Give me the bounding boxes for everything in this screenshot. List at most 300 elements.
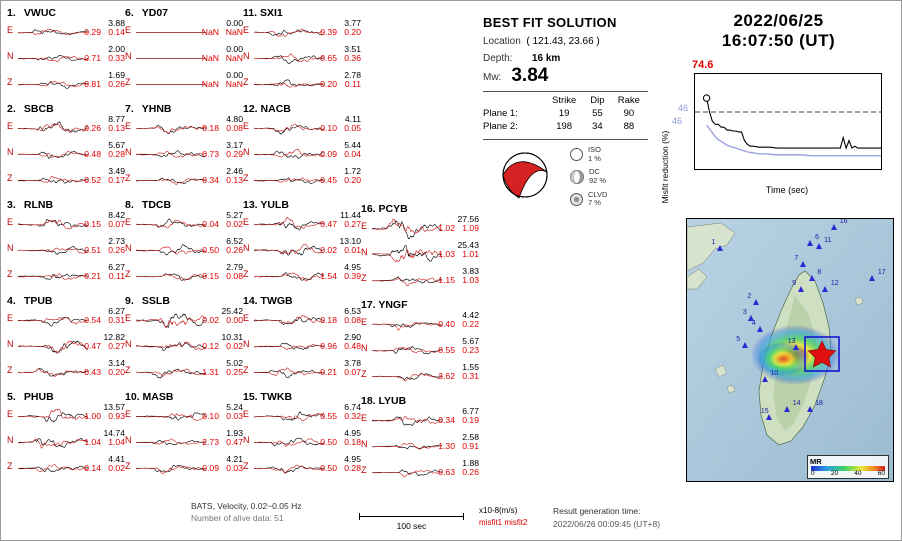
- station-panel-pcyb[interactable]: [361, 203, 479, 299]
- waveform-trace: [136, 46, 206, 71]
- amplitude-value: 0.00: [226, 70, 243, 80]
- misfit2-value: 0.13: [108, 123, 125, 134]
- station-code: TDCB: [141, 199, 172, 211]
- misfit1-value: 0.02: [320, 245, 337, 256]
- component-label: N: [7, 243, 14, 253]
- iso-icon: [569, 147, 584, 162]
- waveform-trace: [254, 116, 324, 141]
- component-n: [243, 46, 361, 71]
- component-label: E: [125, 409, 132, 419]
- legend-clvd-name: CLVD: [588, 189, 608, 199]
- series-misfit1: [707, 98, 881, 148]
- station-panel-twgb[interactable]: [243, 295, 361, 391]
- component-label: E: [7, 25, 14, 35]
- component-values: [199, 333, 243, 351]
- amplitude-value: 2.58: [462, 432, 479, 442]
- component-label: N: [7, 435, 14, 445]
- component-label: Z: [243, 173, 249, 183]
- component-z: [7, 456, 125, 481]
- waveform-trace: [136, 212, 206, 237]
- amplitude-value: 0.00: [226, 18, 243, 28]
- misfit2-value: 0.02: [226, 341, 243, 352]
- misfit2-value: 0.26: [226, 245, 243, 256]
- misfit-values: [199, 28, 243, 37]
- misfit2-value: 0.33: [108, 53, 125, 64]
- component-values: [435, 459, 479, 477]
- waveform-trace: [18, 168, 88, 193]
- misfit-values: [435, 276, 479, 285]
- misfit2-value: NaN: [225, 79, 243, 90]
- misfit2-value: 0.17: [108, 175, 125, 186]
- amplitude-value: 2.79: [226, 262, 243, 272]
- legend-iso-text: [588, 146, 601, 163]
- component-label: E: [243, 217, 250, 227]
- component-values: [317, 237, 361, 255]
- misfit-values: [81, 316, 125, 325]
- waveform-trace: [18, 430, 88, 455]
- component-label: Z: [243, 77, 249, 87]
- amplitude-value: 2.00: [108, 44, 125, 54]
- station-code: VWUC: [23, 7, 57, 19]
- misfit2-value: 0.93: [108, 411, 125, 422]
- component-values: [199, 403, 243, 421]
- misfit-values: [199, 342, 243, 351]
- misfit1-value: 0.18: [202, 123, 219, 134]
- waveform-column-4: [361, 203, 479, 491]
- component-values: [199, 141, 243, 159]
- component-values: [317, 263, 361, 281]
- component-n: [125, 238, 243, 263]
- solution-depth: [483, 53, 648, 64]
- component-z: [243, 168, 361, 193]
- station-panel-twkb[interactable]: [243, 391, 361, 487]
- waveform-trace: [18, 142, 88, 167]
- map-panel: [656, 214, 896, 507]
- station-panel-tdcb[interactable]: [125, 199, 243, 295]
- planes-cell-rake: 90: [623, 108, 635, 119]
- misfit1-value: 0.55: [438, 345, 455, 356]
- amplitude-value: 6.52: [226, 236, 243, 246]
- colorbar-tick: 20: [830, 470, 839, 477]
- component-n: [361, 242, 479, 267]
- component-values: [199, 307, 243, 325]
- component-values: [435, 407, 479, 425]
- misfit-values: [199, 176, 243, 185]
- planes-header-dip: Dip: [590, 95, 605, 106]
- scale-bar-caption: 100 sec: [396, 521, 427, 531]
- component-values: [81, 429, 125, 447]
- component-label: E: [125, 25, 132, 35]
- misfit2-value: 0.48: [344, 341, 361, 352]
- misfit1-value: 0.18: [320, 315, 337, 326]
- misfit-ylabel-text: Misfit reduction (%): [660, 130, 670, 204]
- misfit1-value: 0.73: [202, 149, 219, 160]
- misfit-values: [317, 220, 361, 229]
- station-code: TWGB: [260, 295, 293, 307]
- component-label: E: [361, 413, 368, 423]
- misfit2-value: 0.27: [344, 219, 361, 230]
- misfit-chart: [656, 59, 896, 208]
- misfit-ylabel: [654, 71, 670, 204]
- station-panel-masb[interactable]: [125, 391, 243, 487]
- amplitude-value: 4.11: [344, 114, 361, 124]
- misfit2-value: 0.13: [226, 175, 243, 186]
- legend-dc-value: 92 %: [589, 175, 607, 185]
- component-label: E: [243, 121, 250, 131]
- component-label: Z: [125, 77, 131, 87]
- component-values: [435, 363, 479, 381]
- waveform-trace: [136, 308, 206, 333]
- map-station-marker[interactable]: [869, 275, 875, 281]
- waveform-trace: [18, 456, 88, 481]
- amplitude-value: 10.31: [221, 332, 243, 342]
- component-e: [243, 20, 361, 45]
- misfit-values: [199, 80, 243, 89]
- station-code: YNGF: [378, 299, 408, 311]
- misfit1-value: 0.45: [320, 175, 337, 186]
- component-n: [7, 142, 125, 167]
- component-label: Z: [7, 461, 13, 471]
- component-values: [81, 141, 125, 159]
- misfit2-value: 0.05: [344, 123, 361, 134]
- map-station-number: 15: [760, 407, 769, 415]
- misfit-values: [81, 438, 125, 447]
- station-number: 10.: [125, 391, 140, 403]
- misfit2-value: 0.20: [344, 175, 361, 186]
- waveform-trace: [254, 238, 324, 263]
- misfit2-value: 0.31: [108, 315, 125, 326]
- footer-gen-label: Result generation time:: [553, 506, 641, 516]
- component-z: [7, 360, 125, 385]
- station-number: 18.: [361, 395, 376, 407]
- legend-dc: [569, 168, 607, 185]
- misfit-values: [199, 124, 243, 133]
- map-svg: [687, 219, 893, 481]
- amplitude-value: 6.77: [462, 406, 479, 416]
- map-station-number: 10: [770, 370, 779, 378]
- legend-clvd: [569, 191, 607, 208]
- amplitude-value: 4.95: [344, 454, 361, 464]
- misfit-values: [317, 368, 361, 377]
- station-panel-rlnb[interactable]: [7, 199, 125, 295]
- component-label: E: [7, 409, 14, 419]
- component-label: Z: [361, 369, 367, 379]
- misfit-values: [81, 28, 125, 37]
- waveform-trace: [254, 456, 324, 481]
- component-label: E: [125, 121, 132, 131]
- misfit1-value: 0.10: [202, 411, 219, 422]
- station-panel-tpub[interactable]: [7, 295, 125, 391]
- depth-value: 16 km: [531, 53, 561, 64]
- misfit2-value: 0.20: [108, 367, 125, 378]
- map-station-marker[interactable]: [762, 376, 768, 382]
- map-station-number: 8: [817, 268, 822, 276]
- station-panel-sslb[interactable]: [125, 295, 243, 391]
- component-values: [81, 359, 125, 377]
- component-label: E: [243, 313, 250, 323]
- misfit1-value: 0.40: [438, 319, 455, 330]
- component-values: [317, 211, 361, 229]
- colorbar-tick: 60: [877, 470, 885, 477]
- waveform-trace: [254, 334, 324, 359]
- station-code: SSLB: [141, 295, 170, 307]
- misfit1-value: 1.04: [84, 437, 101, 448]
- misfit2-value: NaN: [225, 53, 243, 64]
- component-values: [317, 115, 361, 133]
- planes-header-strike: Strike: [551, 95, 577, 106]
- station-panel-nacb[interactable]: [243, 103, 361, 199]
- component-values: [435, 311, 479, 329]
- component-values: [81, 115, 125, 133]
- misfit-values: [81, 412, 125, 421]
- misfit1-value: 1.02: [438, 223, 455, 234]
- station-code: NACB: [260, 103, 291, 115]
- amplitude-value: 3.78: [344, 358, 361, 368]
- component-values: [317, 403, 361, 421]
- component-z: [243, 360, 361, 385]
- component-e: [361, 408, 479, 433]
- station-panel-vwuc[interactable]: [7, 7, 125, 103]
- waveform-trace: [18, 116, 88, 141]
- component-label: N: [243, 339, 250, 349]
- component-n: [243, 430, 361, 455]
- component-values: [317, 333, 361, 351]
- misfit2-value: 0.11: [108, 271, 125, 282]
- misfit1-value: 0.96: [320, 341, 337, 352]
- component-values: [81, 333, 125, 351]
- waveform-trace: [254, 20, 324, 45]
- map-station-marker[interactable]: [800, 261, 806, 267]
- waveform-column-1: [7, 7, 125, 487]
- component-label: E: [125, 313, 132, 323]
- amplitude-value: 4.41: [108, 454, 125, 464]
- component-label: Z: [125, 269, 131, 279]
- misfit-values: [435, 442, 479, 451]
- component-e: [7, 212, 125, 237]
- misfit-values: [317, 316, 361, 325]
- station-number: 12.: [243, 103, 258, 115]
- map-station-marker[interactable]: [809, 275, 815, 281]
- location-label: Location: [483, 36, 521, 47]
- component-values: [435, 215, 479, 233]
- waveform-trace: [136, 456, 206, 481]
- waveform-trace: [136, 72, 206, 97]
- misfit-values: [435, 416, 479, 425]
- footer-amp-unit: x10-8(m/s): [479, 506, 518, 515]
- amplitude-value: 6.27: [108, 306, 125, 316]
- station-panel-lyub[interactable]: [361, 395, 479, 491]
- component-n: [125, 430, 243, 455]
- map-station-marker[interactable]: [757, 326, 763, 332]
- misfit1-value: NaN: [201, 53, 219, 64]
- amplitude-value: 3.77: [344, 18, 361, 28]
- map-station-marker[interactable]: [831, 224, 837, 230]
- amplitude-value: 4.95: [344, 262, 361, 272]
- amplitude-value: 4.42: [462, 310, 479, 320]
- misfit-values: [317, 80, 361, 89]
- amplitude-value: 2.46: [226, 166, 243, 176]
- component-label: E: [7, 121, 14, 131]
- footer-line1: BATS, Velocity, 0.02~0.05 Hz: [191, 501, 302, 511]
- footer-gen-time: 2022/06/26 00:09:45 (UT+8): [553, 518, 661, 529]
- map-station-marker[interactable]: [798, 286, 804, 292]
- component-label: Z: [361, 465, 367, 475]
- map-station-number: 5: [736, 335, 741, 343]
- component-label: N: [7, 51, 14, 61]
- misfit1-value: 0.43: [84, 367, 101, 378]
- misfit1-value: 0.29: [84, 27, 101, 38]
- misfit2-value: 0.19: [462, 415, 479, 426]
- colorbar-tick: 0: [811, 470, 815, 477]
- misfit2-value: 0.01: [344, 245, 361, 256]
- station-panel-sbcb[interactable]: [7, 103, 125, 199]
- map-station-marker[interactable]: [816, 243, 822, 249]
- station-number: 2.: [7, 103, 16, 115]
- map-station-marker[interactable]: [742, 342, 748, 348]
- amplitude-value: 5.27: [226, 210, 243, 220]
- misfit-values: [81, 342, 125, 351]
- waveform-trace: [18, 360, 88, 385]
- misfit-values: [81, 464, 125, 473]
- misfit-values: [199, 368, 243, 377]
- component-z: [125, 360, 243, 385]
- waveform-trace: [18, 334, 88, 359]
- component-label: Z: [7, 269, 13, 279]
- map-canvas[interactable]: [686, 218, 894, 482]
- misfit-values: [81, 220, 125, 229]
- component-e: [361, 312, 479, 337]
- component-n: [125, 334, 243, 359]
- station-panel-yd07[interactable]: [125, 7, 243, 103]
- component-label: E: [243, 25, 250, 35]
- misfit-values: [81, 368, 125, 377]
- misfit1-value: 0.50: [202, 245, 219, 256]
- map-station-marker[interactable]: [807, 240, 813, 246]
- misfit2-value: 0.04: [344, 149, 361, 160]
- misfit-values: [317, 176, 361, 185]
- misfit-values: [199, 316, 243, 325]
- misfit1-value: 1.00: [84, 411, 101, 422]
- component-label: N: [361, 247, 368, 257]
- misfit-values: [199, 272, 243, 281]
- map-station-marker[interactable]: [753, 299, 759, 305]
- map-station-number: 11: [824, 236, 832, 244]
- planes-cell-dip: 34: [592, 121, 603, 132]
- amplitude-value: 5.24: [226, 402, 243, 412]
- misfit1-value: 0.04: [202, 219, 219, 230]
- amplitude-value: 6.53: [344, 306, 361, 316]
- component-n: [243, 142, 361, 167]
- station-number: 16.: [361, 203, 376, 215]
- misfit-values: [199, 412, 243, 421]
- component-values: [317, 307, 361, 325]
- amplitude-value: 5.67: [108, 140, 125, 150]
- component-e: [243, 212, 361, 237]
- scale-bar-graphic: [359, 513, 464, 520]
- component-values: [435, 241, 479, 259]
- misfit2-value: 0.08: [226, 271, 243, 282]
- waveform-trace: [18, 20, 88, 45]
- component-values: [317, 141, 361, 159]
- station-panel-yulb[interactable]: [243, 199, 361, 295]
- component-values: [317, 167, 361, 185]
- station-code: TPUB: [23, 295, 53, 307]
- misfit2-value: 0.39: [344, 271, 361, 282]
- station-panel-yngf[interactable]: [361, 299, 479, 395]
- map-station-marker[interactable]: [784, 406, 790, 412]
- footer-misfit1: misfit1: [479, 518, 503, 527]
- misfit2-value: 0.07: [344, 367, 361, 378]
- component-e: [7, 308, 125, 333]
- component-n: [361, 338, 479, 363]
- station-code: TWKB: [260, 391, 293, 403]
- misfit1-value: 0.47: [84, 341, 101, 352]
- misfit2-value: 1.04: [108, 437, 125, 448]
- component-label: N: [361, 343, 368, 353]
- component-values: [435, 267, 479, 285]
- station-number: 3.: [7, 199, 16, 211]
- map-station-marker[interactable]: [822, 286, 828, 292]
- waveform-trace: [18, 264, 88, 289]
- station-code: YHNB: [141, 103, 172, 115]
- station-code: LYUB: [378, 395, 407, 407]
- amplitude-value: 3.17: [226, 140, 243, 150]
- station-panel-sxi1[interactable]: [243, 7, 361, 103]
- component-e: [125, 20, 243, 45]
- station-number: 11.: [243, 7, 258, 19]
- clvd-icon: [569, 192, 584, 207]
- misfit1-value: 0.34: [202, 175, 219, 186]
- component-z: [361, 268, 479, 293]
- station-panel-phub[interactable]: [7, 391, 125, 487]
- waveform-trace: [254, 212, 324, 237]
- component-label: N: [125, 435, 132, 445]
- station-panel-yhnb[interactable]: [125, 103, 243, 199]
- misfit-values: [81, 272, 125, 281]
- misfit2-value: 1.09: [462, 223, 479, 234]
- planes-cell-strike: 19: [558, 108, 570, 119]
- misfit2-value: 0.23: [462, 345, 479, 356]
- footer-misfit2: misfit2: [504, 518, 528, 527]
- misfit-xlabel: Time (sec): [765, 185, 809, 195]
- component-n: [7, 334, 125, 359]
- component-values: [435, 337, 479, 355]
- map-station-number: 1: [711, 239, 716, 247]
- misfit2-value: 0.47: [226, 437, 243, 448]
- map-station-marker[interactable]: [807, 406, 813, 412]
- station-title: [243, 103, 361, 115]
- component-values: [317, 45, 361, 63]
- component-label: N: [7, 147, 14, 157]
- component-values: [81, 263, 125, 281]
- map-station-number: 18: [815, 399, 823, 407]
- waveform-trace: [372, 312, 442, 337]
- map-station-marker[interactable]: [717, 245, 723, 251]
- station-code: MASB: [142, 391, 174, 403]
- misfit1-value: 2.73: [202, 437, 219, 448]
- component-e: [243, 308, 361, 333]
- misfit-values: [317, 464, 361, 473]
- component-values: [81, 71, 125, 89]
- component-z: [7, 264, 125, 289]
- misfit-values: [81, 54, 125, 63]
- misfit-values: [435, 346, 479, 355]
- fault-planes-table: [483, 94, 648, 133]
- component-n: [361, 434, 479, 459]
- misfit-values: [435, 320, 479, 329]
- map-station-number: 4: [751, 319, 756, 327]
- misfit1-value: 0.21: [84, 271, 101, 282]
